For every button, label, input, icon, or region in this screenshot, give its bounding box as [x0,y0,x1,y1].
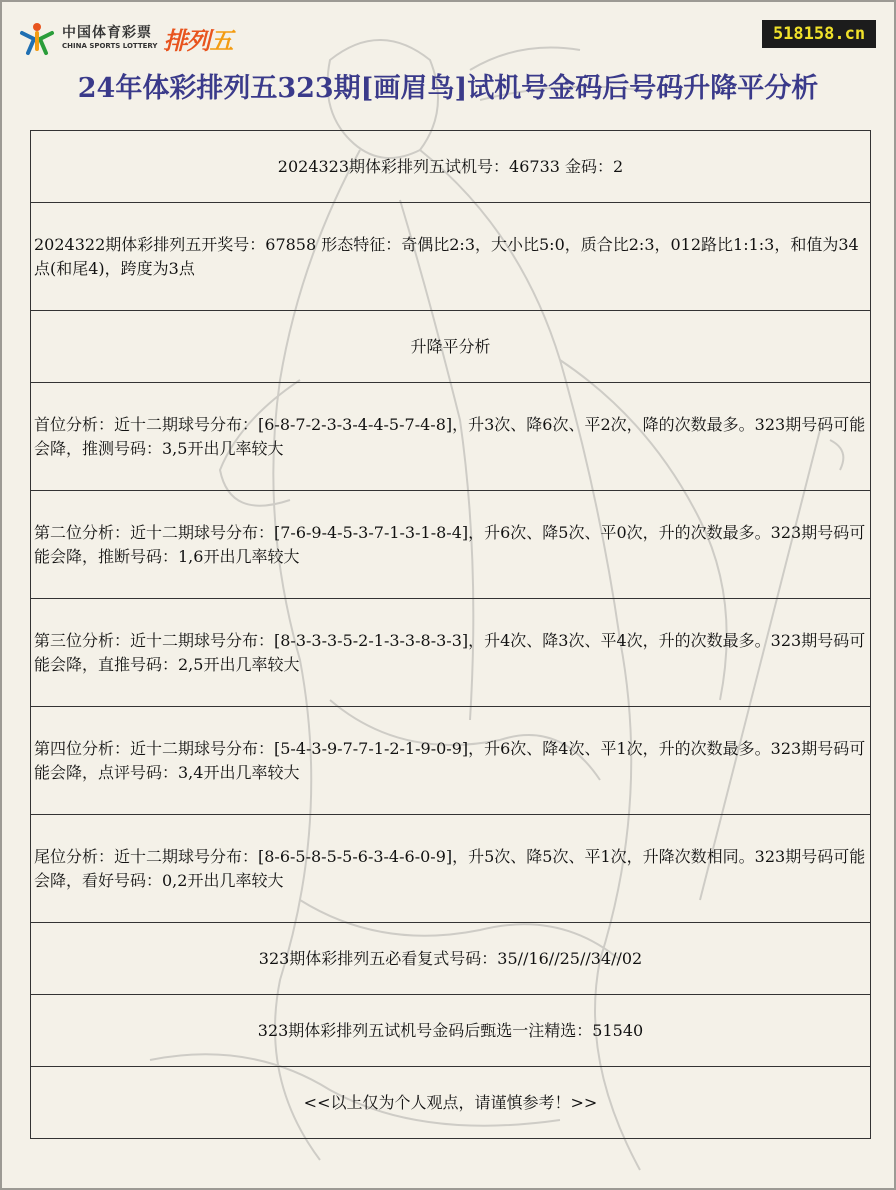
compound-numbers-cell: 323期体彩排列五必看复式号码：35//16//25//34//02 [31,923,871,995]
analysis-table [30,130,871,1139]
table-row [31,995,871,1067]
table-row [31,383,871,491]
logo-english-text: CHINA SPORTS LOTTERY [62,42,158,50]
site-badge[interactable]: 518158.cn [762,20,876,48]
table-row [31,599,871,707]
section-heading-cell: 升降平分析 [31,311,871,383]
disclaimer-cell: <<以上仅为个人观点，请谨慎参考！>> [31,1067,871,1139]
second-position-analysis-cell: 第二位分析：近十二期球号分布：[7-6-9-4-5-3-7-1-3-1-8-4]，升6次、降5次、平0次，升的次数最多。323期号码可能会降，推断号码：1,6开出几率较大 [31,491,871,599]
last-position-analysis-cell: 尾位分析：近十二期球号分布：[8-6-5-8-5-5-6-3-4-6-0-9]，升5次、降5次、平1次，升降次数相同。323期号码可能会降，看好号码：0,2开出几率较大 [31,815,871,923]
table-row [31,131,871,203]
previous-draw-cell: 2024322期体彩排列五开奖号：67858 形态特征：奇偶比2:3，大小比5:0，质合比2:3，012路比1:1:3，和值为34点(和尾4)，跨度为3点 [31,203,871,311]
table-row [31,1067,871,1139]
test-number-cell: 2024323期体彩排列五试机号：46733 金码：2 [31,131,871,203]
table-row [31,491,871,599]
logo [18,18,278,58]
lottery-logo-icon [18,19,56,57]
logo-brand-b: 五 [209,26,233,55]
logo-chinese-text: 中国体育彩票 [62,25,152,41]
selected-pick-cell: 323期体彩排列五试机号金码后甄选一注精选：51540 [31,995,871,1067]
first-position-analysis-cell: 首位分析：近十二期球号分布：[6-8-7-2-3-3-4-4-5-7-4-8]，升3次、降6次、平2次，降的次数最多。323期号码可能会降，推测号码：3,5开出几率较大 [31,383,871,491]
table-row [31,707,871,815]
third-position-analysis-cell: 第三位分析：近十二期球号分布：[8-3-3-3-5-2-1-3-3-8-3-3]，升4次、降3次、平4次，升的次数最多。323期号码可能会降，直推号码：2,5开出几率较大 [31,599,871,707]
logo-brand [164,21,233,56]
table-row [31,923,871,995]
table-row [31,203,871,311]
fourth-position-analysis-cell: 第四位分析：近十二期球号分布：[5-4-3-9-7-7-1-2-1-9-0-9]，升6次、降4次、平1次，升的次数最多。323期号码可能会降，点评号码：3,4开出几率较大 [31,707,871,815]
table-row [31,311,871,383]
table-row [31,815,871,923]
logo-brand-a: 排列 [163,26,210,55]
page-title: 24年体彩排列五323期[画眉鸟]试机号金码后号码升降平分析 [77,73,819,104]
